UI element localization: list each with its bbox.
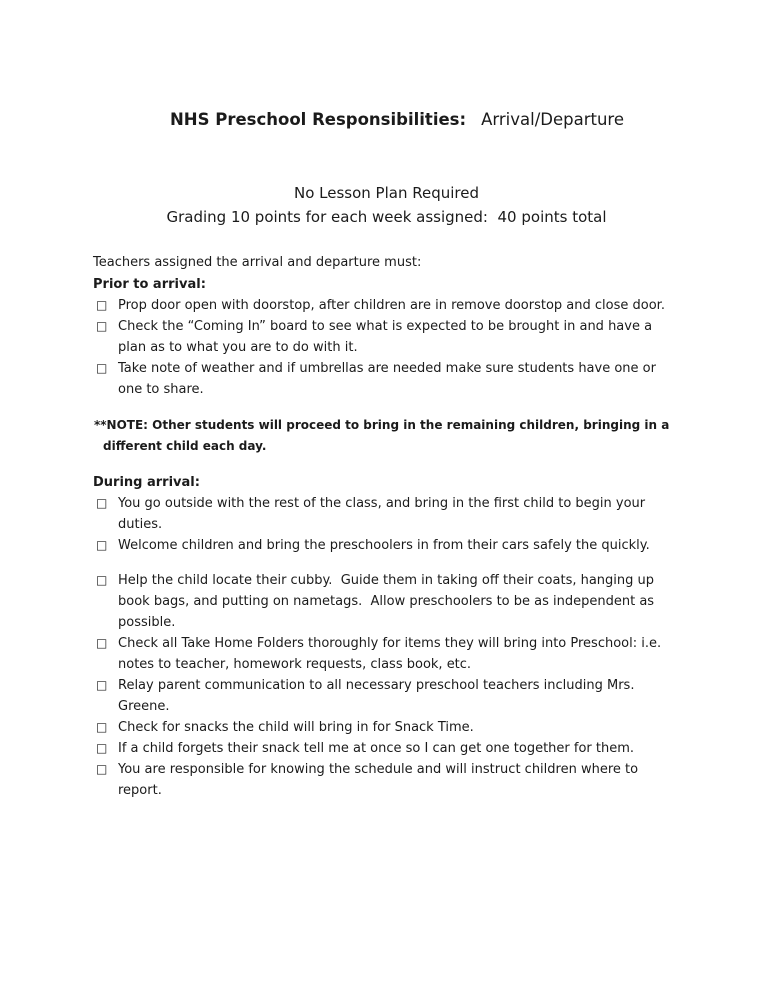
checklist-prior	[93, 295, 680, 400]
checklist-item-text: Check for snacks the child will bring in for Snack Time.	[118, 720, 474, 735]
subtitle-line-2: Grading 10 points for each week assigned: 40 points total	[166, 208, 607, 226]
page-title-regular: Arrival/Departure	[481, 110, 624, 129]
checklist-item-text: Check the “Coming In” board to see what is expected to be brought in and have a plan as to what you are to do with it.	[118, 319, 657, 355]
checklist-item	[93, 535, 680, 556]
checklist-item-text: Welcome children and bring the preschoolers in from their cars safely the quickly.	[118, 538, 650, 553]
checklist-item-text: Take note of weather and if umbrellas are needed make sure students have one or one to share.	[118, 361, 661, 397]
checklist-item-text: Check all Take Home Folders thoroughly for items they will bring into Preschool: i.e. notes to teacher, homework requests, class book, etc.	[118, 636, 666, 672]
section-heading-during: During arrival:	[93, 475, 200, 490]
checkbox-icon: □	[96, 741, 108, 755]
checklist-item	[93, 493, 680, 535]
checklist-item	[93, 759, 680, 801]
section-prior-to-arrival	[93, 274, 680, 400]
page-title-bold: NHS Preschool Responsibilities:	[169, 110, 467, 129]
checklist-item	[93, 675, 680, 717]
subtitle-block	[93, 181, 680, 229]
checklist-item	[93, 295, 680, 316]
checklist-item	[93, 717, 680, 738]
intro-line: Teachers assigned the arrival and departure must:	[93, 255, 422, 270]
checklist-item	[93, 358, 680, 400]
checklist-item	[93, 738, 680, 759]
checklist-item-text: You go outside with the rest of the class, and bring in the first child to begin your duties.	[118, 496, 650, 532]
section-during-arrival	[93, 472, 680, 801]
checklist-item	[93, 633, 680, 675]
checklist-item-text: Prop door open with doorstop, after children are in remove doorstop and close door.	[118, 298, 665, 313]
checkbox-icon: □	[96, 678, 108, 692]
section-heading-prior: Prior to arrival:	[93, 277, 206, 292]
checkbox-icon: □	[96, 496, 108, 510]
page-title	[93, 90, 680, 150]
checkbox-icon: □	[96, 636, 108, 650]
checkbox-icon: □	[96, 720, 108, 734]
checkbox-icon: □	[96, 361, 108, 375]
checklist-item	[93, 316, 680, 358]
checkbox-icon: □	[96, 298, 108, 312]
checkbox-icon: □	[96, 573, 108, 587]
checklist-item	[93, 570, 680, 633]
checklist-item-text: You are responsible for knowing the schedule and will instruct children where to report.	[118, 762, 643, 798]
checkbox-icon: □	[96, 762, 108, 776]
checklist-item-text: Relay parent communication to all necessary preschool teachers including Mrs. Greene.	[118, 678, 639, 714]
checkbox-icon: □	[96, 319, 108, 333]
checklist-item-text: If a child forgets their snack tell me at once so I can get one together for them.	[118, 741, 635, 756]
note-text: **NOTE: Other students will proceed to bring in the remaining children, bringing in a different child each day.	[94, 418, 674, 453]
checklist-item-text: Help the child locate their cubby. Guide them in taking off their coats, hanging up book bags, and putting on nametags. Allow preschoolers to be as independent as possible.	[118, 573, 659, 630]
subtitle-line-1: No Lesson Plan Required	[293, 184, 479, 202]
checkbox-icon: □	[96, 538, 108, 552]
checklist-during	[93, 493, 680, 801]
